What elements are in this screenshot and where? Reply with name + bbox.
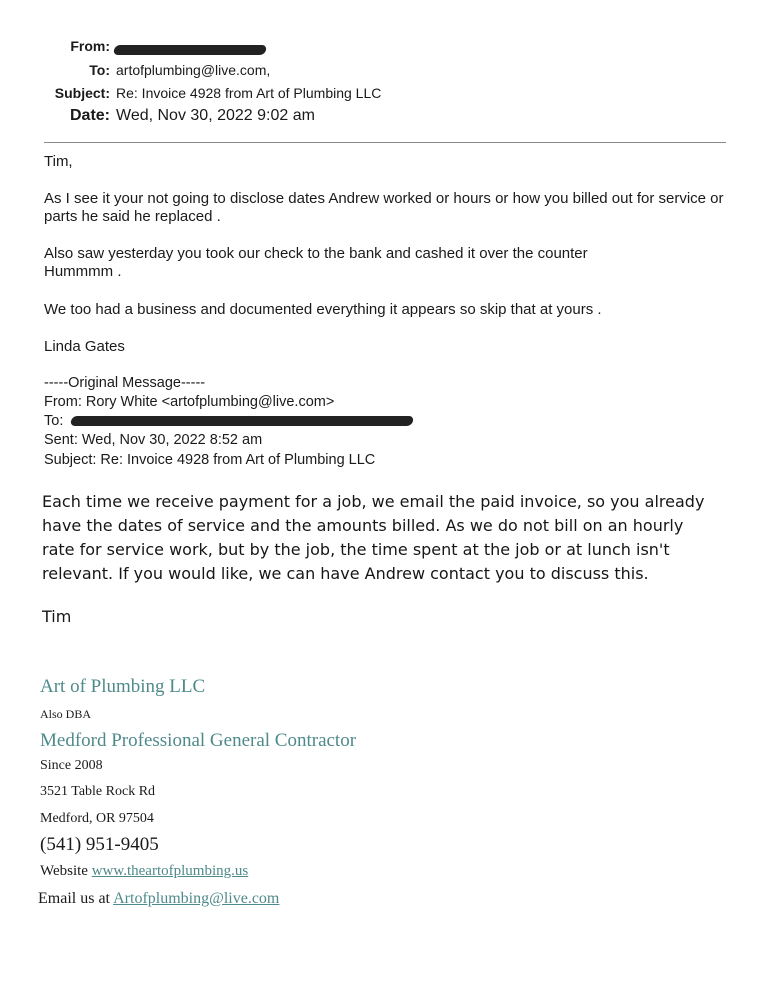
signature-street: 3521 Table Rock Rd bbox=[40, 784, 156, 799]
signature-since: Since 2008 bbox=[40, 758, 103, 773]
from-redacted bbox=[114, 41, 266, 59]
original-to bbox=[44, 412, 413, 431]
reply-signoff: Tim bbox=[42, 607, 72, 626]
website-link[interactable]: www.theartofplumbing.us bbox=[91, 863, 249, 879]
reply-line-1: Each time we receive payment for a job, we email the paid invoice, so you already bbox=[42, 492, 705, 511]
original-sent: Sent: Wed, Nov 30, 2022 8:52 am bbox=[44, 432, 263, 448]
reply-line-3: rate for service work, but by the job, the time spent at the job or at lunch isn't bbox=[42, 540, 670, 559]
signoff: Linda Gates bbox=[44, 338, 125, 355]
subject-label: Subject: bbox=[54, 85, 110, 101]
email-label: Email us at bbox=[38, 890, 110, 907]
email-link[interactable]: Artofplumbing@live.com bbox=[113, 890, 280, 907]
paragraph-2-line-2: Hummmm . bbox=[44, 263, 122, 280]
signature-dba-name: Medford Professional General Contractor bbox=[40, 730, 357, 751]
paragraph-3: We too had a business and documented everything it appears so skip that at yours . bbox=[44, 301, 602, 318]
signature-company: Art of Plumbing LLC bbox=[40, 676, 206, 697]
signature-website bbox=[40, 863, 248, 880]
from-label: From: bbox=[70, 38, 110, 54]
paragraph-2-line-1: Also saw yesterday you took our check to the bank and cashed it over the counter bbox=[44, 245, 588, 262]
redaction-mark bbox=[70, 416, 414, 426]
original-subject: Subject: Re: Invoice 4928 from Art of Plumbing LLC bbox=[44, 452, 376, 468]
header-divider bbox=[44, 142, 726, 143]
signature-dba-label: Also DBA bbox=[40, 707, 92, 721]
subject-value: Re: Invoice 4928 from Art of Plumbing LLC bbox=[116, 85, 382, 101]
website-label: Website bbox=[40, 863, 88, 879]
date-value: Wed, Nov 30, 2022 9:02 am bbox=[116, 107, 315, 124]
redaction-mark bbox=[113, 45, 267, 55]
reply-line-4: relevant. If you would like, we can have Andrew contact you to discuss this. bbox=[42, 564, 649, 583]
signature-phone: (541) 951-9405 bbox=[40, 834, 159, 855]
original-divider: -----Original Message----- bbox=[44, 375, 206, 391]
original-from: From: Rory White <artofplumbing@live.com> bbox=[44, 394, 335, 410]
original-to-label: To: bbox=[44, 413, 64, 429]
to-label: To: bbox=[89, 62, 110, 78]
reply-line-2: have the dates of service and the amounts billed. As we do not bill on an hourly bbox=[42, 516, 684, 535]
date-label: Date: bbox=[69, 107, 110, 124]
signature-email bbox=[38, 890, 279, 908]
paragraph-1: As I see it your not going to disclose dates Andrew worked or hours or how you billed out for service or parts he said he replaced . bbox=[44, 190, 724, 225]
greeting: Tim, bbox=[44, 153, 73, 170]
signature-city: Medford, OR 97504 bbox=[40, 811, 154, 826]
to-value: artofplumbing@live.com, bbox=[116, 62, 271, 78]
